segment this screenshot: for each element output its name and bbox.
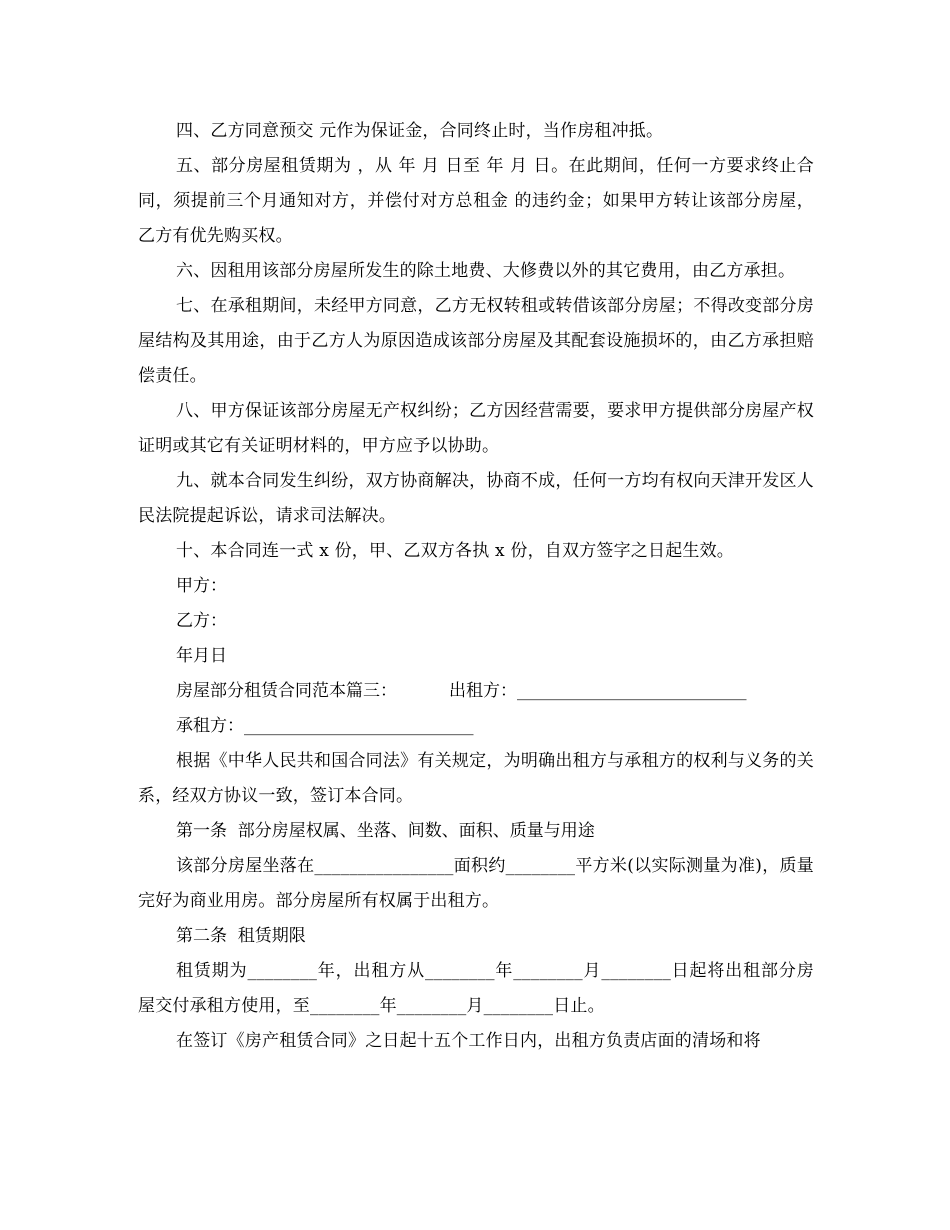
- clause-8: 八、甲方保证该部分房屋无产权纠纷；乙方因经营需要，要求甲方提供部分房屋产权证明或其它有关证明材料的，甲方应予以协助。: [138, 401, 814, 456]
- lessee-line: 承租方：___________________________: [176, 716, 474, 736]
- section-heading-line: [138, 674, 814, 709]
- section-title: 房屋部分租赁合同范本篇三：: [176, 681, 397, 701]
- article-2-body-continued: 在签订《房产租赁合同》之日起十五个工作日内，出租方负责店面的清场和将: [176, 1031, 761, 1051]
- article-1-title: 第一条 部分房屋权属、坐落、间数、面积、质量与用途: [176, 821, 595, 841]
- lessor-line: 出租方：___________________________: [449, 681, 747, 701]
- preamble: 根据《中华人民共和国合同法》有关规定，为明确出租方与承租方的权利与义务的关系，经双方协议一致，签订本合同。: [138, 751, 814, 806]
- clause-10: 十、本合同连一式 x 份，甲、乙双方各执 x 份，自双方签字之日起生效。: [176, 541, 734, 561]
- clause-4: 四、乙方同意预交 元作为保证金，合同终止时，当作房租冲抵。: [176, 121, 664, 141]
- clause-5: 五、部分房屋租赁期为 ，从 年 月 日至 年 月 日。在此期间，任何一方要求终止合同，须提前三个月通知对方，并偿付对方总租金 的违约金；如果甲方转让该部分房屋，乙方有优先购买权。: [138, 156, 814, 246]
- clause-9: 九、就本合同发生纠纷，双方协商解决，协商不成，任何一方均有权向天津开发区人民法院提起诉讼，请求司法解决。: [138, 471, 814, 526]
- article-2-body: 租赁期为________年，出租方从________年________月________日起将出租部分房屋交付承租方使用，至________年________月________日止。: [138, 961, 814, 1016]
- article-1-body: 该部分房屋坐落在________________面积约________平方米(以实际测量为准)，质量完好为商业用房。部分房屋所有权属于出租方。: [138, 856, 814, 911]
- clause-7: 七、在承租期间，未经甲方同意，乙方无权转租或转借该部分房屋；不得改变部分房屋结构及其用途，由于乙方人为原因造成该部分房屋及其配套设施损坏的，由乙方承担赔偿责任。: [138, 296, 814, 386]
- document-body: [138, 114, 814, 1059]
- party-a-label: 甲方：: [176, 576, 227, 596]
- article-2-title: 第二条 租赁期限: [176, 926, 306, 946]
- party-b-label: 乙方：: [176, 611, 227, 631]
- clause-6: 六、因租用该部分房屋所发生的除土地费、大修费以外的其它费用，由乙方承担。: [176, 261, 796, 281]
- date-line: 年月日: [176, 646, 227, 666]
